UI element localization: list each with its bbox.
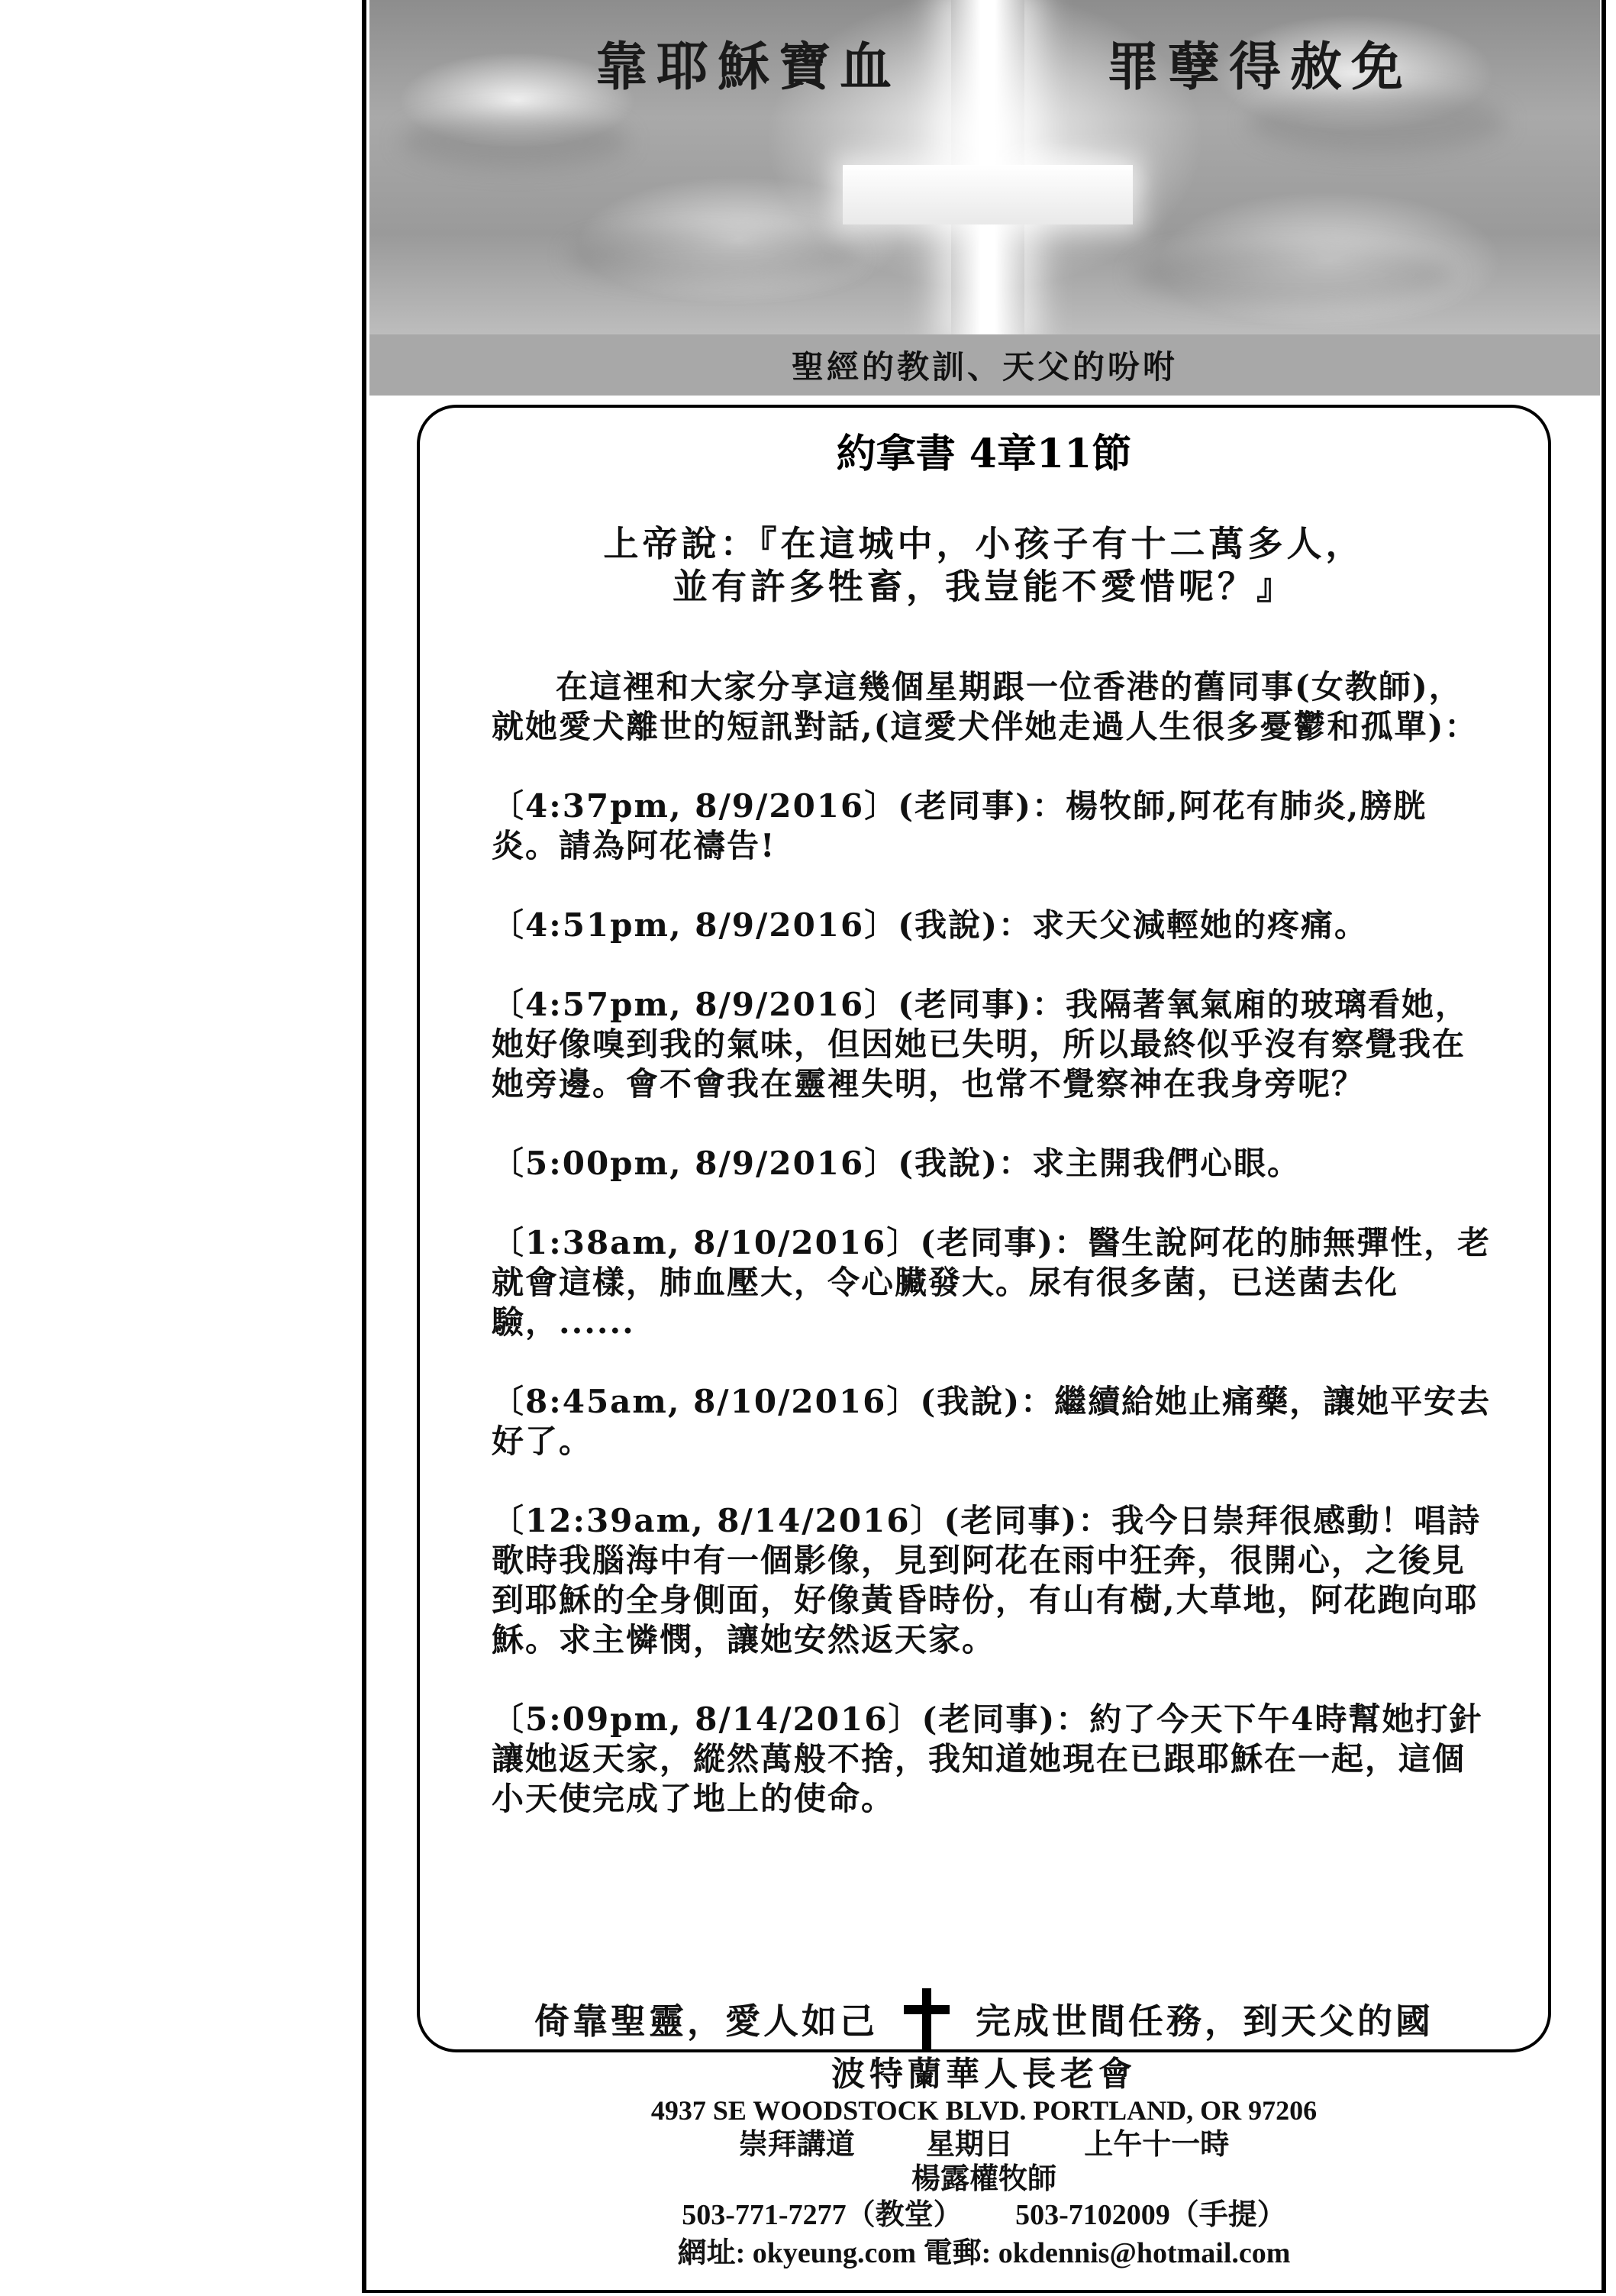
cross-icon bbox=[904, 1988, 950, 2049]
service-time bbox=[366, 2127, 1601, 2161]
motto-right: 完成世間任務，到天父的國 bbox=[976, 2001, 1434, 2042]
verse-line: 並有許多牲畜，我豈能不愛惜呢？』 bbox=[673, 566, 1295, 607]
message-paragraph: 〔8:45am, 8/10/2016〕(我說)：繼續給她止痛藥，讓她平安去好了。 bbox=[492, 1383, 1492, 1460]
service-day: 星期日 bbox=[925, 2126, 1013, 2161]
banner bbox=[369, 0, 1600, 334]
message-paragraph: 〔4:37pm, 8/9/2016〕(老同事)：楊牧師,阿花有肺炎,膀胱炎。請為阿花禱告! bbox=[492, 787, 1427, 864]
phone-mobile: 503-7102009（手提） bbox=[1015, 2199, 1286, 2231]
church-info bbox=[366, 2055, 1601, 2272]
phone-church: 503-771-7277（教堂） bbox=[682, 2199, 963, 2231]
verse-reference: 約拿書 4章11節 bbox=[836, 431, 1132, 477]
web-link[interactable]: okyeung.com bbox=[752, 2237, 917, 2269]
intro-paragraph: 在這裡和大家分享這幾個星期跟一位香港的舊同事(女教師)，就她愛犬離世的短訊對話,(這愛犬伴她走過人生很多憂鬱和孤單)： bbox=[492, 668, 1479, 745]
message-paragraph: 〔4:51pm, 8/9/2016〕(我說)：求天父減輕她的疼痛。 bbox=[492, 906, 1368, 944]
church-name: 波特蘭華人長老會 bbox=[831, 2055, 1137, 2094]
message-paragraph: 〔12:39am, 8/14/2016〕(老同事)：我今日崇拜很感動！唱詩歌時我腦海中有一個影像，見到阿花在雨中狂奔，很開心，之後見到耶穌的全身側面，好像黃昏時份，有山有樹,大草地，阿花跑向耶穌。求主憐憫，讓她安然返天家。 bbox=[492, 1502, 1482, 1658]
phone-line bbox=[366, 2196, 1601, 2234]
banner-title-right: 罪孽得赦免 bbox=[1107, 37, 1413, 98]
pastor-name: 楊露權牧師 bbox=[911, 2161, 1056, 2195]
service-label: 崇拜講道 bbox=[738, 2126, 855, 2161]
subtitle-bar: 聖經的教訓、天父的吩咐 bbox=[369, 334, 1600, 396]
email-link[interactable]: okdennis@hotmail.com bbox=[998, 2237, 1291, 2269]
cloud-shape bbox=[1247, 92, 1507, 153]
message-paragraph: 〔1:38am, 8/10/2016〕(老同事)：醫生說阿花的肺無彈性，老就會這樣，肺血壓大，令心臟發大。尿有很多菌，已送菌去化驗，...... bbox=[492, 1224, 1492, 1341]
service-hour: 上午十一時 bbox=[1084, 2126, 1230, 2161]
cloud-shape bbox=[1133, 244, 1453, 305]
email-label: 電郵: bbox=[923, 2237, 992, 2269]
cloud-shape bbox=[568, 229, 858, 283]
verse-line: 上帝說：『在這城中，小孩子有十二萬多人， bbox=[603, 523, 1365, 564]
message-box bbox=[417, 405, 1551, 2052]
footer-motto bbox=[420, 1988, 1548, 2049]
motto-left: 倚靠聖靈，愛人如己 bbox=[534, 2001, 878, 2042]
cross-bar bbox=[843, 165, 1133, 224]
web-label: 網址: bbox=[677, 2237, 746, 2269]
message-paragraph: 〔5:00pm, 8/9/2016〕(我說)：求主開我們心眼。 bbox=[492, 1145, 1301, 1182]
message-paragraph: 〔5:09pm, 8/14/2016〕(老同事)：約了今天下午4時幫她打針讓她返天家，縱然萬般不捨，我知道她現在已跟耶穌在一起，這個小天使完成了地上的使命。 bbox=[492, 1700, 1483, 1817]
bulletin-page bbox=[362, 0, 1606, 2293]
banner-title-left: 靠耶穌寶血 bbox=[595, 37, 902, 98]
message-content bbox=[492, 667, 1492, 1858]
cloud-shape bbox=[400, 115, 629, 168]
web-line bbox=[366, 2234, 1601, 2272]
verse-text bbox=[420, 522, 1548, 608]
message-paragraph: 〔4:57pm, 8/9/2016〕(老同事)：我隔著氧氣廂的玻璃看她，她好像嗅到我的氣味，但因她已失明，所以最終似乎沒有察覺我在她旁邊。會不會我在靈裡失明，也常不覺察神在我身旁呢？ bbox=[492, 986, 1469, 1103]
church-address: 4937 SE WOODSTOCK BLVD. PORTLAND, OR 97206 bbox=[650, 2095, 1318, 2126]
